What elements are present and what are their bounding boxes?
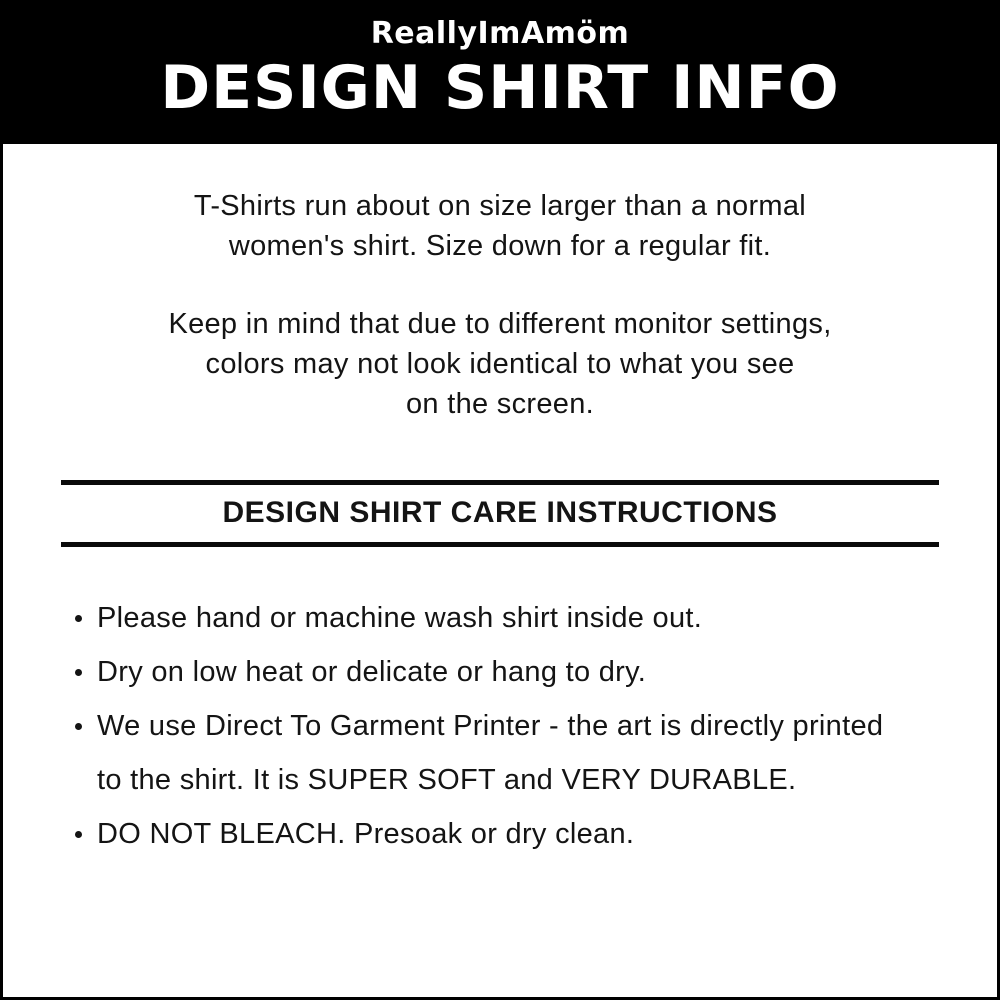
care-instructions-heading: DESIGN SHIRT CARE INSTRUCTIONS — [61, 480, 939, 547]
monitor-note-line: on the screen. — [406, 388, 594, 420]
content-panel — [3, 144, 997, 997]
care-item-text: We use Direct To Garment Printer - the art is directly printed to the shirt. It is SUPER SOFT and VERY DURABLE. — [97, 710, 884, 796]
care-item-text: Dry on low heat or delicate or hang to dry. — [97, 656, 647, 688]
monitor-note-line: colors may not look identical to what you see — [205, 348, 795, 380]
care-list-item — [73, 591, 907, 645]
care-item-text: DO NOT BLEACH. Presoak or dry clean. — [97, 818, 635, 850]
care-list-item — [73, 645, 907, 699]
bullet-icon — [75, 831, 82, 838]
care-list-item — [73, 807, 907, 861]
care-item-text: Please hand or machine wash shirt inside out. — [97, 602, 703, 634]
brand-logo: ReallyImAmöm — [370, 16, 630, 51]
sizing-note-line: women's shirt. Size down for a regular fit. — [228, 230, 772, 262]
monitor-note — [3, 304, 997, 424]
care-instructions-list — [3, 591, 997, 861]
header-band — [0, 0, 1000, 144]
care-list-item — [73, 699, 907, 807]
sizing-note-line: T-Shirts run about on size larger than a normal — [193, 190, 807, 222]
bullet-icon — [75, 615, 82, 622]
monitor-note-line: Keep in mind that due to different monitor settings, — [168, 308, 832, 340]
bullet-icon — [75, 723, 82, 730]
bullet-icon — [75, 669, 82, 676]
page-title: DESIGN SHIRT INFO — [160, 53, 840, 123]
sizing-note — [3, 186, 997, 266]
